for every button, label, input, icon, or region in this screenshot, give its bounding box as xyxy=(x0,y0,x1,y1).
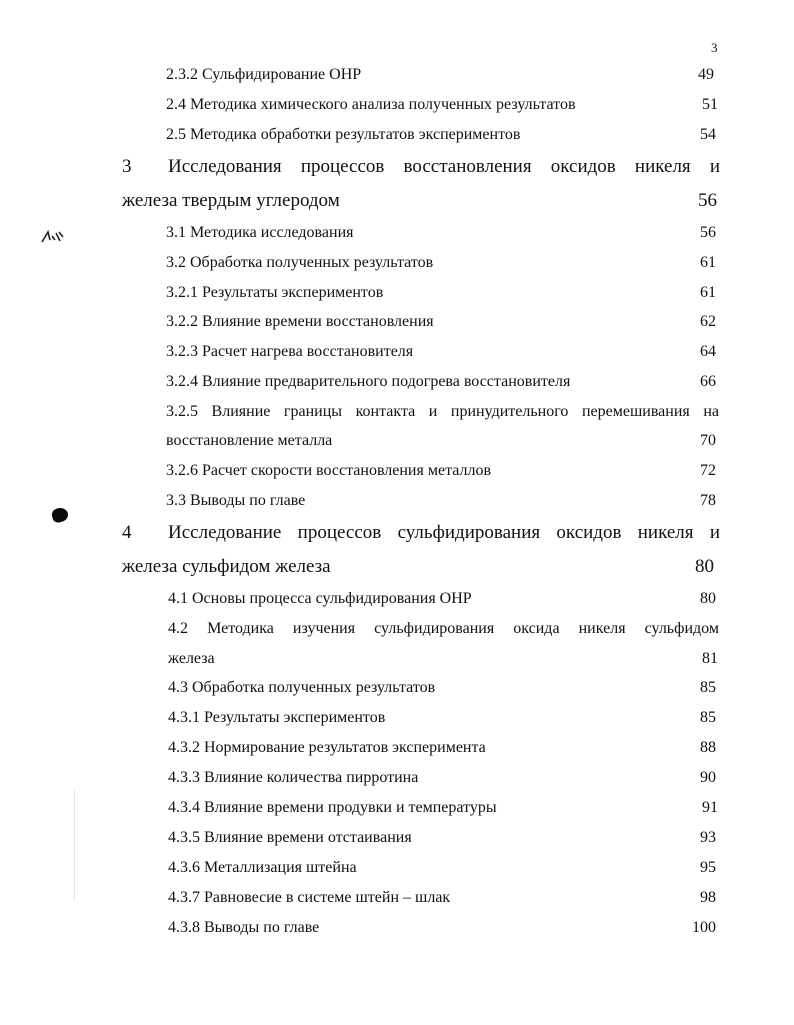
toc-entry-page: 93 xyxy=(700,829,716,846)
toc-entry-page: 62 xyxy=(700,313,716,330)
chapter-title-line2: железа сульфидом железа xyxy=(122,556,331,577)
toc-entry-title: 4.1 Основы процесса сульфидирования ОНР xyxy=(168,590,472,607)
toc-entry-title-line2: восстановление металла xyxy=(166,432,333,449)
toc-entry-page: 54 xyxy=(700,126,716,143)
chapter-title-line2: железа твердым углеродом xyxy=(122,190,340,211)
toc-entry-page: 100 xyxy=(692,919,716,936)
toc-entry-title: 4.3.4 Влияние времени продувки и температуры xyxy=(168,799,497,816)
toc-entry-page: 72 xyxy=(700,462,716,479)
toc-entry-title: 4.3.3 Влияние количества пирротина xyxy=(168,769,419,786)
page-number: 3 xyxy=(711,40,718,55)
toc-entry-title: 3.2.4 Влияние предварительного подогрева восстановителя xyxy=(166,373,571,390)
toc-entry-page: 91 xyxy=(702,799,718,816)
toc-entry-title-line2: железа xyxy=(168,650,215,667)
chapter-number: 4 xyxy=(122,522,132,543)
scan-mark-scribble xyxy=(40,228,66,246)
toc-entry-title: 4.3.6 Металлизация штейна xyxy=(168,859,357,876)
toc-entry-title: 4.3.8 Выводы по главе xyxy=(168,919,320,936)
scan-mark-blot xyxy=(50,506,69,524)
toc-entry-page: 61 xyxy=(700,284,716,301)
toc-entry-page: 98 xyxy=(700,889,716,906)
toc-entry-page: 95 xyxy=(700,859,716,876)
toc-entry-page: 49 xyxy=(698,66,714,83)
toc-entry-page: 81 xyxy=(702,650,718,667)
chapter-number: 3 xyxy=(122,156,132,177)
toc-entry-page: 66 xyxy=(700,373,716,390)
toc-entry-title: 3.3 Выводы по главе xyxy=(166,492,306,509)
toc-entry-title: 2.5 Методика обработки результатов экспериментов xyxy=(166,126,521,143)
toc-entry-title: 3.2.2 Влияние времени восстановления xyxy=(166,313,434,330)
toc-entry-title: 4.3.7 Равновесие в системе штейн – шлак xyxy=(168,889,451,906)
toc-entry-page: 64 xyxy=(700,343,716,360)
toc-entry-page: 90 xyxy=(700,769,716,786)
toc-entry-title: 4.3.2 Нормирование результатов эксперимента xyxy=(168,739,486,756)
toc-entry-title-line1: 3.2.5 Влияние границы контакта и принудительного перемешивания на xyxy=(166,403,719,420)
toc-entry-title: 3.2.3 Расчет нагрева восстановителя xyxy=(166,343,414,360)
toc-entry-page: 70 xyxy=(700,432,716,449)
toc-entry-title: 3.2.1 Результаты экспериментов xyxy=(166,284,384,301)
toc-entry-page: 80 xyxy=(700,590,716,607)
toc-entry-title: 2.4 Методика химического анализа полученных результатов xyxy=(166,96,576,113)
toc-entry-title: 4.3.1 Результаты экспериментов xyxy=(168,709,386,726)
toc-entry-page: 85 xyxy=(700,679,716,696)
toc-entry-title: 3.1 Методика исследования xyxy=(166,224,354,241)
toc-entry-page: 88 xyxy=(700,739,716,756)
chapter-title-line1: Исследования процессов восстановления оксидов никеля и xyxy=(168,156,720,177)
toc-entry-page: 61 xyxy=(700,254,716,271)
scan-faint-line xyxy=(74,790,75,900)
chapter-title-line1: Исследование процессов сульфидирования оксидов никеля и xyxy=(168,522,720,543)
toc-entry-title: 4.3.5 Влияние времени отстаивания xyxy=(168,829,412,846)
toc-entry-title: 3.2 Обработка полученных результатов xyxy=(166,254,434,271)
toc-entry-title: 2.3.2 Сульфидирование ОНР xyxy=(166,66,362,83)
chapter-page: 56 xyxy=(698,190,717,211)
toc-entry-page: 51 xyxy=(702,96,718,113)
toc-entry-page: 85 xyxy=(700,709,716,726)
toc-entry-title: 4.3 Обработка полученных результатов xyxy=(168,679,436,696)
chapter-page: 80 xyxy=(695,556,714,577)
toc-entry-title: 3.2.6 Расчет скорости восстановления металлов xyxy=(166,462,492,479)
toc-entry-page: 78 xyxy=(700,492,716,509)
toc-entry-page: 56 xyxy=(700,224,716,241)
toc-entry-title-line1: 4.2 Методика изучения сульфидирования оксида никеля сульфидом xyxy=(168,620,719,637)
